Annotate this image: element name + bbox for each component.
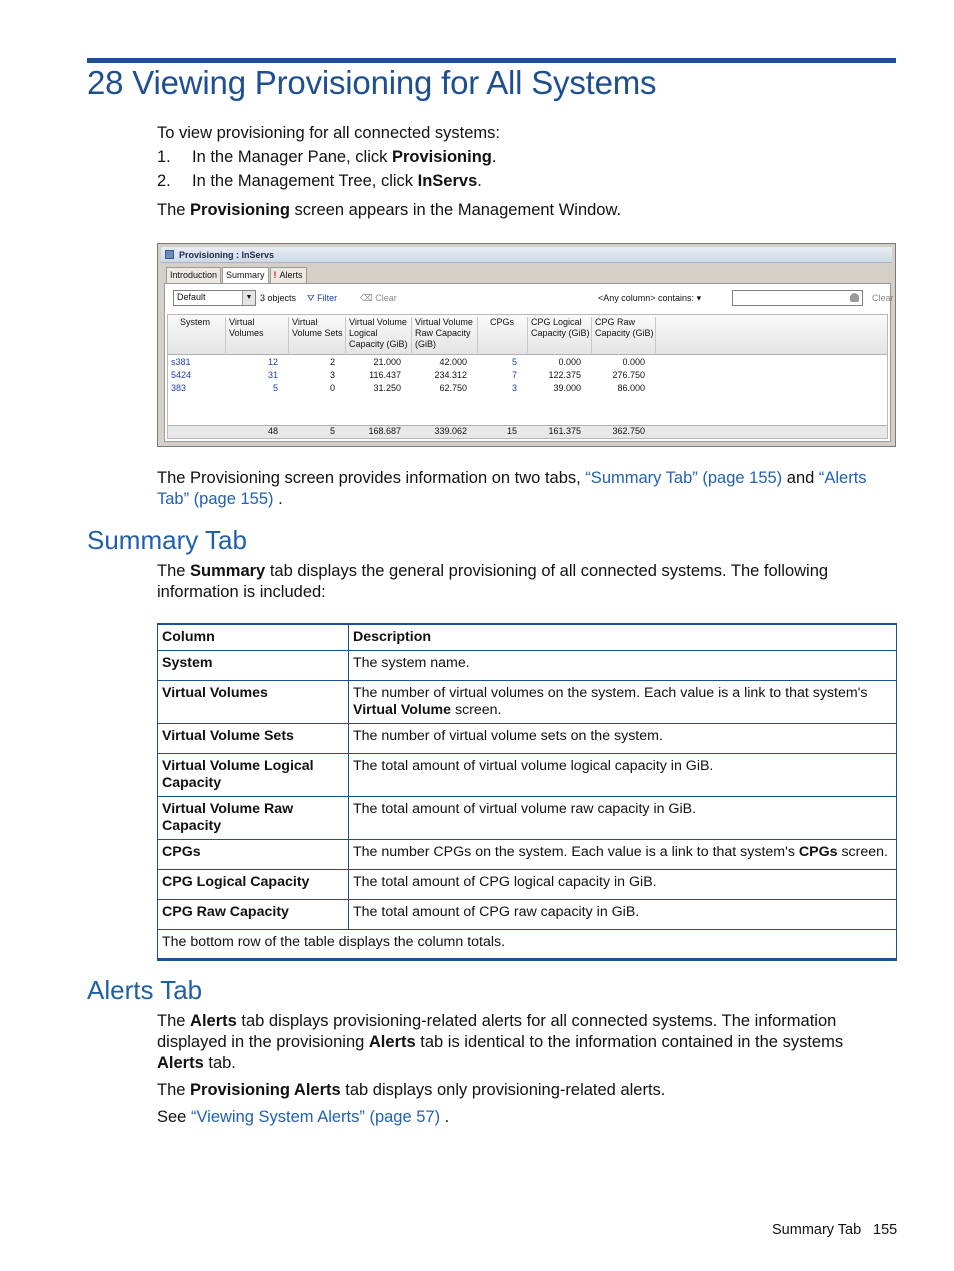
col-header[interactable]: Virtual Volume Logical Capacity (GiB) (346, 317, 412, 353)
summary-grid (167, 314, 888, 439)
table-row: CPG Raw Capacity The total amount of CPG raw capacity in GiB. (158, 900, 897, 930)
col-header[interactable]: Virtual Volume Raw Capacity (GiB) (412, 317, 478, 353)
summary-tab-link[interactable]: “Summary Tab” (page 155) (585, 469, 783, 487)
intro-lead: To view provisioning for all connected systems: (157, 124, 500, 142)
alerts-heading: Alerts Tab (87, 975, 203, 1005)
clear-icon: ⌫ (360, 293, 373, 303)
table-footnote: The bottom row of the table displays the column totals. (158, 930, 897, 960)
table-row[interactable]: 383 5 0 31.250 62.750 3 39.000 86.000 (171, 383, 645, 393)
col-header[interactable]: System (168, 317, 226, 353)
tab-summary[interactable]: Summary (222, 267, 269, 283)
provisioning-alerts-paragraph: The Provisioning Alerts tab displays only provisioning-related alerts. (157, 1081, 666, 1099)
view-select[interactable]: Default ▼ (173, 290, 256, 306)
table-row: Virtual Volume Raw Capacity The total amount of virtual volume raw capacity in GiB. (158, 797, 897, 840)
step-1-target: Provisioning (391, 148, 492, 166)
totals-row: 48 5 168.687 339.062 15 161.375 362.750 (168, 425, 887, 438)
col-header[interactable]: CPG Raw Capacity (GiB) (592, 317, 656, 353)
viewing-system-alerts-link[interactable]: “Viewing System Alerts” (page 57) (190, 1108, 441, 1126)
search-input[interactable] (732, 290, 863, 306)
step-2: 2. In the Management Tree, click InServs. (157, 172, 482, 190)
alerts-paragraph: The Alerts tab displays provisioning-related alerts for all connected systems. The information displayed in the provisioning Alerts tab is identical to the information contained in the systems Alerts tab. (157, 1012, 844, 1072)
col-header[interactable]: CPGs (478, 317, 528, 353)
window-titlebar (161, 247, 892, 263)
table-row: Virtual Volume Sets The number of virtual volume sets on the system. (158, 724, 897, 754)
grid-header (168, 315, 887, 355)
summary-paragraph: The Summary tab displays the general provisioning of all connected systems. The following information is included: (157, 562, 829, 601)
step-2-target: InServs (417, 172, 478, 190)
window-title: Provisioning : InServs (179, 250, 275, 260)
filter-button[interactable]: ⛛ Filter (307, 293, 338, 303)
column-selector[interactable]: <Any column> contains: ▾ (598, 293, 702, 303)
search-icon (850, 293, 859, 302)
alert-icon: ! (273, 270, 277, 280)
table-row: CPGs The number CPGs on the system. Each value is a link to that system's CPGs screen. (158, 840, 897, 870)
alerts-tab-link[interactable]: “Alerts Tab” (page 155) (157, 469, 867, 508)
intro-result: The Provisioning screen appears in the Management Window. (157, 201, 622, 219)
table-row[interactable]: 5424 31 3 116.437 234.312 7 122.375 276.750 (171, 370, 645, 380)
clear-search-button[interactable]: Clear (872, 293, 894, 303)
filter-toolbar (173, 290, 894, 308)
tab-introduction[interactable]: Introduction (166, 267, 221, 283)
objects-count: 3 objects (260, 293, 297, 303)
chapter-title: 28 Viewing Provisioning for All Systems (87, 64, 657, 101)
table-row: System The system name. (158, 651, 897, 681)
col-header[interactable]: CPG Logical Capacity (GiB) (528, 317, 592, 353)
col-header[interactable]: Virtual Volumes (226, 317, 289, 353)
chapter-rule (87, 58, 896, 63)
table-footnote-row (158, 930, 897, 960)
provisioning-screenshot (157, 243, 896, 447)
footer-section: Summary Tab (772, 1222, 862, 1238)
table-row: Virtual Volumes The number of virtual volumes on the system. Each value is a link to that system's Virtual Volume screen. (158, 681, 897, 724)
summary-heading: Summary Tab (87, 525, 247, 555)
table-header-row (158, 624, 897, 651)
tabs-paragraph: The Provisioning screen provides information on two tabs, “Summary Tab” (page 155) and “Alerts Tab” (page 155) . (157, 469, 867, 508)
step-1: 1. In the Manager Pane, click Provisioning. (157, 148, 497, 166)
table-row[interactable]: s381 12 2 21.000 42.000 5 0.000 0.000 (171, 357, 645, 367)
chevron-down-icon: ▾ (696, 293, 702, 303)
screen-tabs (166, 267, 308, 283)
table-row: CPG Logical Capacity The total amount of CPG logical capacity in GiB. (158, 870, 897, 900)
tab-alerts[interactable]: ! Alerts (270, 267, 307, 283)
see-also: See “Viewing System Alerts” (page 57) . (157, 1108, 450, 1126)
page-number: 155 (873, 1222, 898, 1238)
column-header: Column (158, 624, 349, 651)
summary-columns-table (157, 623, 897, 961)
col-header[interactable]: Virtual Volume Sets (289, 317, 346, 353)
filter-icon: ⛛ (307, 293, 315, 303)
clear-button[interactable]: ⌫ Clear (360, 293, 397, 303)
summary-pane (164, 283, 894, 442)
table-row: Virtual Volume Logical Capacity The total amount of virtual volume logical capacity in GiB. (158, 754, 897, 797)
chevron-down-icon: ▼ (242, 291, 255, 305)
description-header: Description (349, 624, 897, 651)
window-icon (165, 250, 174, 259)
